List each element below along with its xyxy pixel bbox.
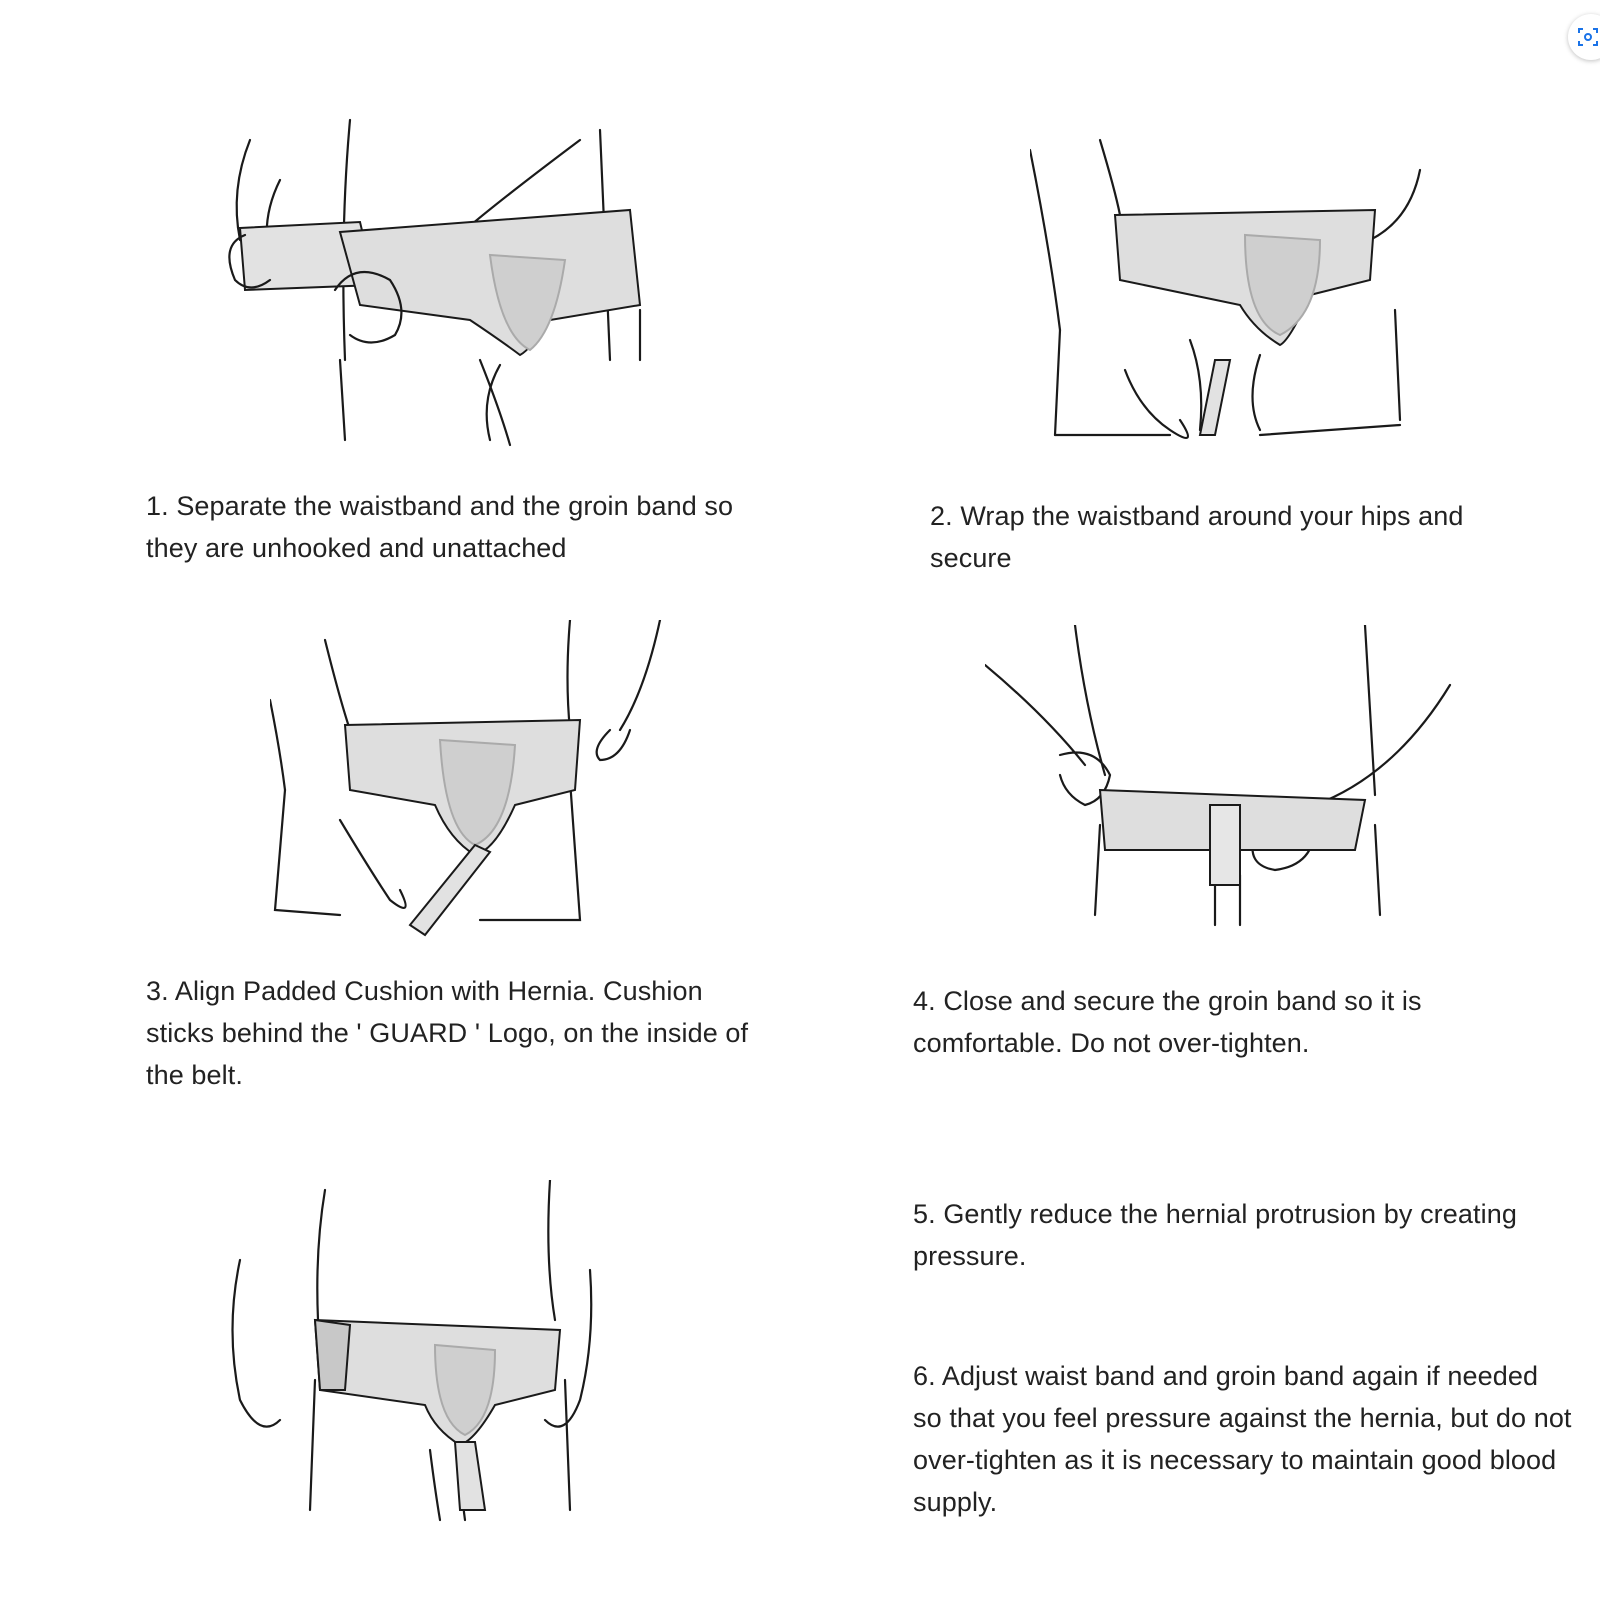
illustration-step-4 <box>985 625 1465 945</box>
step-2-text: 2. Wrap the waistband around your hips and secure <box>930 501 1464 573</box>
illustration-step-5 <box>220 1180 640 1540</box>
illustration-step-3 <box>270 620 670 950</box>
step-3-text: 3. Align Padded Cushion with Hernia. Cushion sticks behind the ' GUARD ' Logo, on the inside of the belt. <box>146 976 749 1090</box>
illustration-step-2 <box>1030 130 1460 475</box>
visual-search-button[interactable] <box>1568 14 1600 60</box>
step-5-text: 5. Gently reduce the hernial protrusion by creating pressure. <box>913 1199 1517 1271</box>
step-6-text: 6. Adjust waist band and groin band again if needed so that you feel pressure against the hernia, but do not over-tighten as it is necessary to maintain good blood supply. <box>913 1361 1572 1517</box>
illustration-step-1 <box>200 110 670 460</box>
step-4-text: 4. Close and secure the groin band so it is comfortable. Do not over-tighten. <box>913 986 1422 1058</box>
step-1-text: 1. Separate the waistband and the groin band so they are unhooked and unattached <box>146 491 734 563</box>
lens-icon <box>1576 25 1600 49</box>
